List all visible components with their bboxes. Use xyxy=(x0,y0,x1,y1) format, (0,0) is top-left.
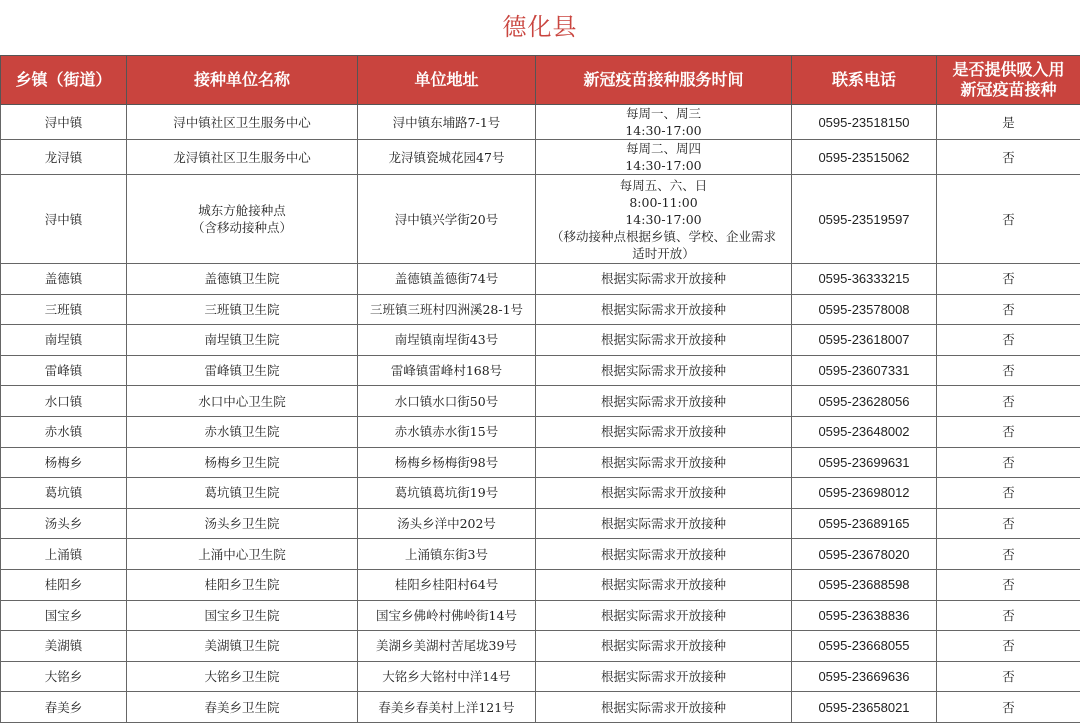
cell-phone: 0595-23628056 xyxy=(792,386,937,417)
cell-address: 汤头乡洋中202号 xyxy=(358,508,536,539)
cell-unit-name: 大铭乡卫生院 xyxy=(127,661,358,692)
cell-address: 赤水镇赤水街15号 xyxy=(358,416,536,447)
table-row xyxy=(1,447,1080,478)
vaccination-table xyxy=(0,55,1080,723)
table-row xyxy=(1,175,1080,264)
cell-unit-name: 赤水镇卫生院 xyxy=(127,416,358,447)
cell-inhaled: 否 xyxy=(937,140,1080,175)
time-line: 每周五、六、日 xyxy=(619,177,708,193)
cell-address: 葛坑镇葛坑街19号 xyxy=(358,478,536,509)
table-row xyxy=(1,600,1080,631)
cell-unit-name: 美湖镇卫生院 xyxy=(127,631,358,662)
cell-inhaled: 否 xyxy=(937,294,1080,325)
cell-township: 汤头乡 xyxy=(1,508,127,539)
cell-address: 龙浔镇瓷城花园47号 xyxy=(358,140,536,175)
page-title: 德化县 xyxy=(502,13,578,41)
cell-inhaled: 否 xyxy=(937,416,1080,447)
table-row xyxy=(1,355,1080,386)
cell-township: 盖德镇 xyxy=(1,264,127,295)
cell-township: 水口镇 xyxy=(1,386,127,417)
cell-unit-name: 春美乡卫生院 xyxy=(127,692,358,723)
cell-address: 上涌镇东街3号 xyxy=(358,539,536,570)
cell-address: 水口镇水口街50号 xyxy=(358,386,536,417)
cell-township: 桂阳乡 xyxy=(1,569,127,600)
cell-unit-name: 桂阳乡卫生院 xyxy=(127,569,358,600)
cell-unit-name: 雷峰镇卫生院 xyxy=(127,355,358,386)
cell-service-time: 根据实际需求开放接种 xyxy=(536,478,792,509)
cell-unit-name: 龙浔镇社区卫生服务中心 xyxy=(127,140,358,175)
header-township: 乡镇（街道） xyxy=(1,56,127,105)
cell-township: 南埕镇 xyxy=(1,325,127,356)
cell-township: 赤水镇 xyxy=(1,416,127,447)
cell-unit-name: 葛坑镇卫生院 xyxy=(127,478,358,509)
cell-unit-name: 南埕镇卫生院 xyxy=(127,325,358,356)
cell-phone: 0595-23519597 xyxy=(792,175,937,264)
cell-service-time: 根据实际需求开放接种 xyxy=(536,600,792,631)
header-inhaled-line2: 新冠疫苗接种 xyxy=(960,80,1057,99)
cell-address: 浔中镇东埔路7-1号 xyxy=(358,105,536,140)
cell-township: 三班镇 xyxy=(1,294,127,325)
cell-phone: 0595-23648002 xyxy=(792,416,937,447)
table-row xyxy=(1,294,1080,325)
time-line: 适时开放） xyxy=(632,245,695,261)
cell-inhaled: 否 xyxy=(937,569,1080,600)
time-line: 每周二、周四 xyxy=(625,141,701,156)
cell-address: 盖德镇盖德街74号 xyxy=(358,264,536,295)
header-row xyxy=(1,56,1080,105)
cell-unit-name: 汤头乡卫生院 xyxy=(127,508,358,539)
cell-service-time: 根据实际需求开放接种 xyxy=(536,508,792,539)
table-row xyxy=(1,692,1080,723)
table-row xyxy=(1,105,1080,140)
cell-phone: 0595-23658021 xyxy=(792,692,937,723)
table-row xyxy=(1,478,1080,509)
unit-name-line: （含移动接种点） xyxy=(191,220,292,235)
cell-service-time xyxy=(536,140,792,175)
cell-inhaled: 否 xyxy=(937,508,1080,539)
cell-address: 大铭乡大铭村中洋14号 xyxy=(358,661,536,692)
cell-unit-name: 杨梅乡卫生院 xyxy=(127,447,358,478)
cell-township: 浔中镇 xyxy=(1,175,127,264)
table-row xyxy=(1,569,1080,600)
unit-name-line: 城东方舱接种点 xyxy=(198,203,286,218)
cell-unit-name xyxy=(127,175,358,264)
time-line: 每周一、周三 xyxy=(625,106,701,121)
cell-address: 杨梅乡杨梅街98号 xyxy=(358,447,536,478)
cell-township: 葛坑镇 xyxy=(1,478,127,509)
cell-township: 国宝乡 xyxy=(1,600,127,631)
cell-township: 美湖镇 xyxy=(1,631,127,662)
cell-service-time: 根据实际需求开放接种 xyxy=(536,447,792,478)
cell-service-time: 根据实际需求开放接种 xyxy=(536,264,792,295)
cell-township: 春美乡 xyxy=(1,692,127,723)
table-row xyxy=(1,264,1080,295)
cell-address: 美湖乡美湖村苦尾垅39号 xyxy=(358,631,536,662)
table-row xyxy=(1,508,1080,539)
cell-inhaled: 否 xyxy=(937,478,1080,509)
header-inhaled-line1: 是否提供吸入用 xyxy=(952,60,1065,79)
table-row xyxy=(1,325,1080,356)
cell-inhaled: 否 xyxy=(937,692,1080,723)
cell-inhaled: 是 xyxy=(937,105,1080,140)
time-line: （移动接种点根据乡镇、学校、企业需求 xyxy=(550,228,776,244)
cell-service-time: 根据实际需求开放接种 xyxy=(536,294,792,325)
cell-service-time: 根据实际需求开放接种 xyxy=(536,416,792,447)
cell-phone: 0595-23668055 xyxy=(792,631,937,662)
cell-township: 大铭乡 xyxy=(1,661,127,692)
cell-township: 浔中镇 xyxy=(1,105,127,140)
table-row xyxy=(1,631,1080,662)
cell-service-time: 根据实际需求开放接种 xyxy=(536,661,792,692)
header-address: 单位地址 xyxy=(358,56,536,105)
time-line: 8:00-11:00 xyxy=(629,194,698,210)
cell-unit-name: 水口中心卫生院 xyxy=(127,386,358,417)
cell-service-time: 根据实际需求开放接种 xyxy=(536,386,792,417)
cell-phone: 0595-23699631 xyxy=(792,447,937,478)
cell-township: 上涌镇 xyxy=(1,539,127,570)
cell-inhaled: 否 xyxy=(937,264,1080,295)
cell-township: 杨梅乡 xyxy=(1,447,127,478)
cell-phone: 0595-23518150 xyxy=(792,105,937,140)
cell-township: 龙浔镇 xyxy=(1,140,127,175)
cell-unit-name: 三班镇卫生院 xyxy=(127,294,358,325)
cell-inhaled: 否 xyxy=(937,355,1080,386)
cell-address: 国宝乡佛岭村佛岭街14号 xyxy=(358,600,536,631)
table-row xyxy=(1,661,1080,692)
cell-phone: 0595-23689165 xyxy=(792,508,937,539)
cell-address: 南埕镇南埕街43号 xyxy=(358,325,536,356)
cell-phone: 0595-23618007 xyxy=(792,325,937,356)
cell-address: 雷峰镇雷峰村168号 xyxy=(358,355,536,386)
cell-service-time: 根据实际需求开放接种 xyxy=(536,569,792,600)
cell-phone: 0595-23678020 xyxy=(792,539,937,570)
cell-service-time: 根据实际需求开放接种 xyxy=(536,325,792,356)
cell-service-time: 根据实际需求开放接种 xyxy=(536,692,792,723)
cell-phone: 0595-23688598 xyxy=(792,569,937,600)
header-phone: 联系电话 xyxy=(792,56,937,105)
table-row xyxy=(1,539,1080,570)
cell-service-time: 根据实际需求开放接种 xyxy=(536,631,792,662)
cell-phone: 0595-23669636 xyxy=(792,661,937,692)
header-unit-name: 接种单位名称 xyxy=(127,56,358,105)
cell-service-time: 根据实际需求开放接种 xyxy=(536,539,792,570)
cell-inhaled: 否 xyxy=(937,325,1080,356)
cell-phone: 0595-23638836 xyxy=(792,600,937,631)
cell-inhaled: 否 xyxy=(937,175,1080,264)
cell-address: 三班镇三班村四洲溪28-1号 xyxy=(358,294,536,325)
table-row xyxy=(1,416,1080,447)
cell-inhaled: 否 xyxy=(937,539,1080,570)
cell-township: 雷峰镇 xyxy=(1,355,127,386)
table-row xyxy=(1,386,1080,417)
cell-phone: 0595-23515062 xyxy=(792,140,937,175)
time-line: 14:30-17:00 xyxy=(625,123,702,138)
cell-unit-name: 上涌中心卫生院 xyxy=(127,539,358,570)
cell-inhaled: 否 xyxy=(937,386,1080,417)
cell-inhaled: 否 xyxy=(937,661,1080,692)
header-service-time: 新冠疫苗接种服务时间 xyxy=(536,56,792,105)
cell-phone: 0595-23698012 xyxy=(792,478,937,509)
cell-unit-name: 浔中镇社区卫生服务中心 xyxy=(127,105,358,140)
header-inhaled-vaccine xyxy=(937,56,1080,105)
time-line: 14:30-17:00 xyxy=(625,158,702,173)
cell-unit-name: 国宝乡卫生院 xyxy=(127,600,358,631)
cell-phone: 0595-36333215 xyxy=(792,264,937,295)
cell-inhaled: 否 xyxy=(937,600,1080,631)
cell-inhaled: 否 xyxy=(937,631,1080,662)
cell-address: 浔中镇兴学街20号 xyxy=(358,175,536,264)
cell-service-time xyxy=(536,175,792,264)
cell-inhaled: 否 xyxy=(937,447,1080,478)
cell-phone: 0595-23578008 xyxy=(792,294,937,325)
table-row xyxy=(1,140,1080,175)
cell-service-time: 根据实际需求开放接种 xyxy=(536,355,792,386)
cell-address: 桂阳乡桂阳村64号 xyxy=(358,569,536,600)
cell-phone: 0595-23607331 xyxy=(792,355,937,386)
cell-address: 春美乡春美村上洋121号 xyxy=(358,692,536,723)
cell-unit-name: 盖德镇卫生院 xyxy=(127,264,358,295)
time-line: 14:30-17:00 xyxy=(625,211,702,227)
cell-service-time xyxy=(536,105,792,140)
